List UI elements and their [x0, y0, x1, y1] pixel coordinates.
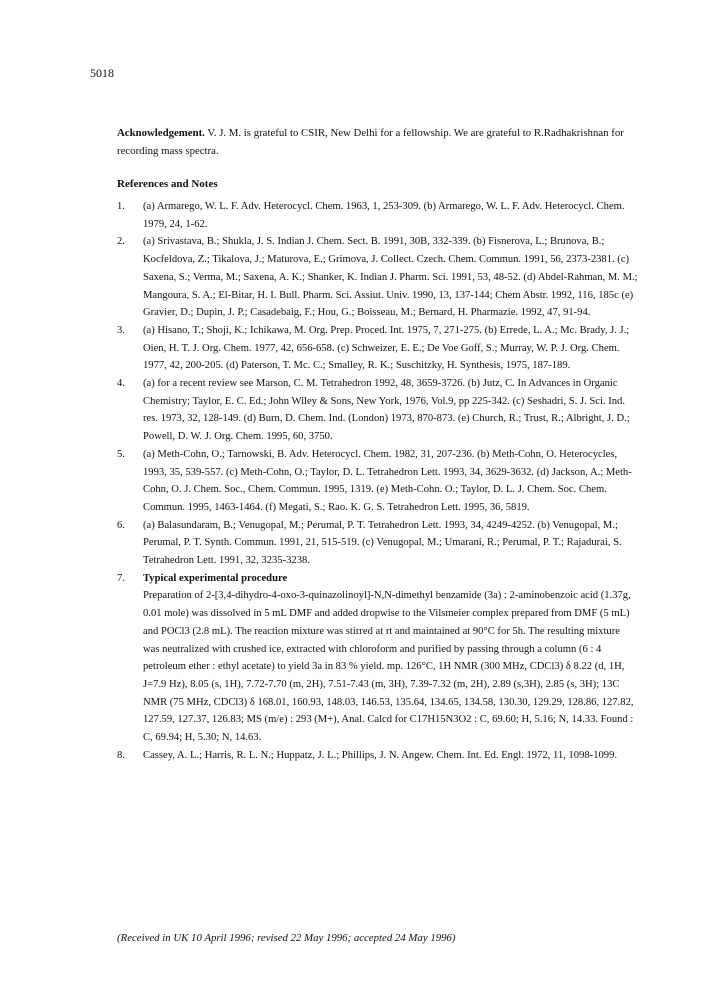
reference-text: (a) Meth-Cohn, O.; Tarnowski, B. Adv. Heterocycl. Chem. 1982, 31, 207-236. (b) Meth-Cohn, O. Heterocycles, 1993, 35, 539-557. (c) Meth-Cohn, O.; Taylor, D. L. Tetrahedron Lett. 1993, 34, 3629-3632. (d) Jackson, A.; Meth-Cohn, O. J. Chem. Soc., Chem. Commun. 1995, 1319. (e) Meth-Cohn. O.; Taylor, D. L. J. Chem. Soc. Chem. Commun. 1995, 1463-1464. (f) Megati, S.; Rao. K. G. S. Tetrahedron Lett. 1995, 36, 5819.: [143, 448, 632, 513]
reference-text: (a) Balasundaram, B.; Venugopal, M.; Perumal, P. T. Tetrahedron Lett. 1993, 34, 4249-4252. (b) Venugopal, M.; Perumal, P. T. Synth. Commun. 1991, 21, 515-519. (c) Venugopal, M.; Umarani, R.; Perumal, P. T.; Rajadurai, S. Tetrahedron Lett. 1991, 32, 3235-3238.: [143, 519, 622, 567]
reference-8: [117, 747, 639, 765]
acknowledgement-text: V. J. M. is grateful to CSIR, New Delhi for a fellowship. We are grateful to R.Radhakrishnan for recording mass spectra.: [117, 127, 624, 157]
reference-number: 7.: [117, 572, 125, 584]
reference-7: [117, 570, 639, 747]
reference-number: 5.: [117, 448, 125, 460]
references-heading: References and Notes: [117, 178, 218, 190]
acknowledgement: [117, 124, 627, 160]
reference-6: [117, 517, 639, 570]
reference-2: [117, 233, 639, 322]
reference-number: 2.: [117, 236, 125, 248]
references-list: [117, 198, 639, 765]
reference-3: [117, 322, 639, 375]
reference-text: Preparation of 2-[3,4-dihydro-4-oxo-3-quinazolinoyl]-N,N-dimethyl benzamide (3a) : 2-aminobenzoic acid (1.37g, 0.01 mole) was dissolved in 5 mL DMF and added dropwise to the Vilsmeier complex prepared from DMF (5 mL) and POCl3 (2.8 mL). The reaction mixture was stirred at rt and maintained at 90°C for 5h. The resulting mixture was neutralized with crushed ice, extracted with chloroform and purified by passing through a column (6 : 4 petroleum ether : ethyl acetate) to yield 3a in 83 % yield. mp. 126°C, 1H NMR (300 MHz, CDCl3) δ 8.22 (d, 1H, J=7.9 Hz), 8.05 (s, 1H), 7.72-7.70 (m, 2H), 7.51-7.43 (m, 3H), 7.39-7.32 (m, 2H), 2.89 (s,3H), 2.85 (s, 3H); 13C NMR (75 MHz, CDCl3) δ 168.01, 160.93, 148.03, 146.53, 135.64, 134.65, 134.58, 130.30, 129.29, 128.86, 127.82, 127.59, 127.37, 126.83; MS (m/e) : 293 (M+), Anal. Calcd for C17H15N3O2 : C, 69.60; H, 5.16; N, 14.33. Found : C, 69.94; H, 5.30; N, 14.63.: [143, 590, 634, 744]
reference-4: [117, 375, 639, 446]
received-dates: [117, 932, 456, 944]
reference-number: 1.: [117, 201, 125, 212]
reference-number: 8.: [117, 749, 125, 761]
reference-number: 6.: [117, 519, 125, 531]
acknowledgement-label: Acknowledgement.: [117, 127, 205, 139]
reference-1: [117, 198, 639, 233]
received-text: (Received in UK 10 April 1996; revised 22 May 1996; accepted 24 May 1996): [117, 932, 456, 944]
experimental-procedure-title: Typical experimental procedure: [143, 572, 288, 584]
reference-text: Cassey, A. L.; Harris, R. L. N.; Huppatz, J. L.; Phillips, J. N. Angew. Chem. Int. Ed. Engl. 1972, 11, 1098-1099.: [143, 749, 618, 761]
reference-number: 4.: [117, 378, 125, 390]
reference-text: (a) for a recent review see Marson, C. M. Tetrahedron 1992, 48, 3659-3726. (b) Jutz, C. In Advances in Organic Chemistry; Taylor, E. C. Ed.; John Wiley & Sons, New York, 1976, Vol.9, pp 225-342. (c) Seshadri, S. J. Sci. Ind. res. 1973, 32, 128-149. (d) Burn, D. Chem. Ind. (London) 1973, 870-873. (e) Church, R.; Trust, R.; Albright, J. D.; Powell, D. W. J. Org. Chem. 1995, 60, 3750.: [143, 378, 630, 443]
reference-5: [117, 446, 639, 517]
reference-text: (a) Armarego, W. L. F. Adv. Heterocycl. Chem. 1963, 1, 253-309. (b) Armarego, W. L. F. Adv. Heterocycl. Chem. 1979, 24, 1-62.: [143, 201, 625, 230]
reference-text: (a) Hisano, T.; Shoji, K.; Ichikawa, M. Org. Prep. Proced. Int. 1975, 7, 271-275. (b) Errede, L. A.; Mc. Brady, J. J.; Oien, H. T. J. Org. Chem. 1977, 42, 656-658. (c) Schweizer, E. E.; De Voe Goff, S.; Murray, W. P. J. Org. Chem. 1977, 42, 200-205. (d) Paterson, T. Mc. C.; Smalley, R. K.; Suschitzky, H. Synthesis, 1975, 187-189.: [143, 324, 630, 372]
reference-number: 3.: [117, 324, 125, 336]
reference-body: [143, 570, 639, 747]
reference-text: (a) Srivastava, B.; Shukla, J. S. Indian J. Chem. Sect. B. 1991, 30B, 332-339. (b) Fisnerova, L.; Brunova, B.; Kocfeldova, Z.; Tikalova, J.; Maturova, E.; Grimova, J. Collect. Czech. Chem. Commun. 1991, 56, 2373-2381. (c) Saxena, S.; Verma, M.; Saxena, A. K.; Shanker, K. Indian J. Pharm. Sci. 1991, 53, 48-52. (d) Abdel-Rahman, M. M.; Mangoura, S. A.; El-Bitar, H. I. Bull. Pharm. Sci. Assiut. Univ. 1990, 13, 137-144; Chem Abstr. 1992, 116, 185c (e) Gravier, D.; Dupin, J. P.; Casadebaig, F.; Hou, G.; Boisseau, M.; Bernard, H. Pharmazie. 1992, 47, 91-94.: [143, 236, 638, 319]
page-number: 5018: [90, 66, 114, 80]
